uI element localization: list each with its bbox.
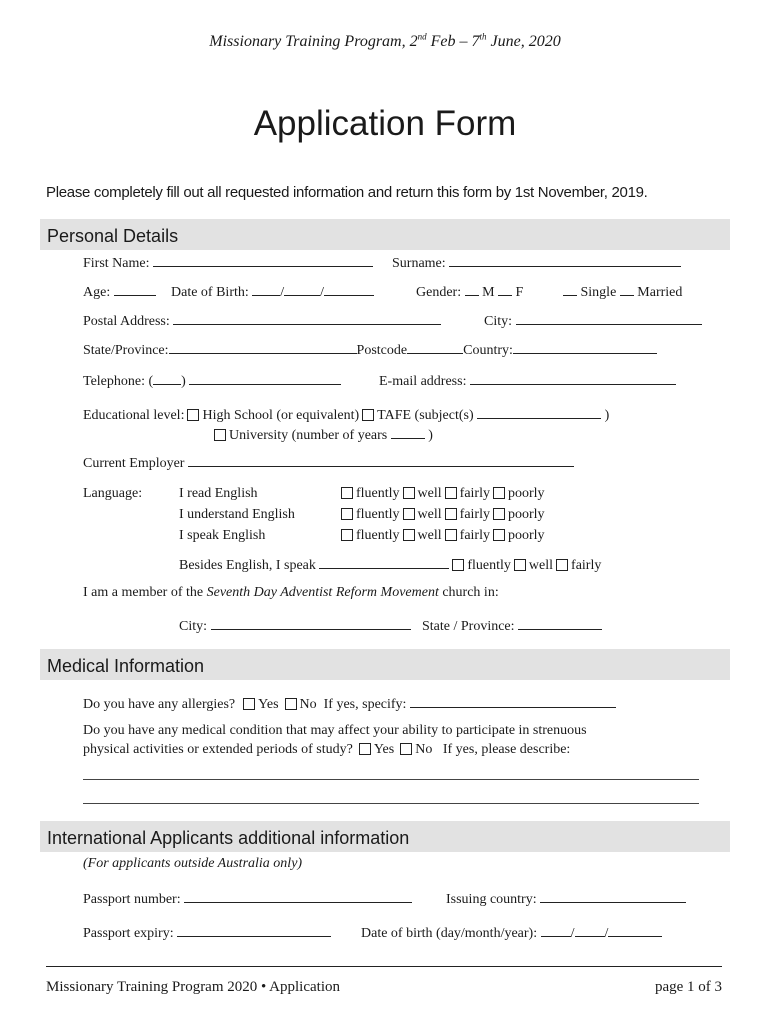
tafe-subject-field[interactable]	[477, 407, 601, 419]
education-row	[83, 407, 609, 423]
allergy-question: Do you have any allergies?	[83, 697, 236, 712]
employer-label: Current Employer	[83, 456, 185, 471]
intl-dob-row: Date of birth (day/month/year): / /	[361, 925, 662, 941]
option-label: poorly	[507, 486, 545, 501]
condition-no-checkbox[interactable]	[400, 743, 412, 755]
postal-row	[83, 313, 441, 329]
church-city-field[interactable]	[211, 618, 411, 630]
option-label: fairly	[459, 507, 490, 522]
single-label: Single	[580, 285, 617, 300]
dob-month-field[interactable]	[284, 284, 320, 296]
gender-label: Gender:	[416, 285, 462, 300]
speak-poorly-checkbox[interactable]	[493, 529, 505, 541]
membership-text: I am a member of the	[83, 585, 207, 600]
gender-f-label: F	[515, 285, 524, 300]
email-field[interactable]	[470, 373, 676, 385]
first-name-field[interactable]	[153, 255, 373, 267]
condition-describe-line-2[interactable]	[83, 803, 699, 804]
yes-label: Yes	[373, 742, 395, 757]
section-personal-details	[40, 219, 730, 250]
speak-well-checkbox[interactable]	[403, 529, 415, 541]
intl-dob-day-field[interactable]	[541, 925, 571, 937]
university-close: )	[428, 428, 433, 443]
speak-fairly-checkbox[interactable]	[445, 529, 457, 541]
university-row	[211, 427, 433, 443]
age-label: Age:	[83, 285, 111, 300]
besides-label: Besides English, I speak	[179, 558, 316, 573]
option-label: fluently	[356, 528, 400, 543]
country-field[interactable]	[513, 342, 657, 354]
lang-row-understand-options	[338, 508, 545, 522]
state-label: State/Province:	[83, 343, 169, 358]
option-label: fluently	[356, 507, 400, 522]
condition-question-line2: physical activities or extended periods of study?	[83, 742, 353, 757]
lang-row-read-options	[338, 487, 545, 501]
option-label: fairly	[459, 528, 490, 543]
passport-number-row	[83, 891, 412, 907]
footer-title: Missionary Training Program 2020 • Application	[46, 979, 341, 995]
city-label: City:	[484, 314, 513, 329]
section-international	[40, 821, 730, 852]
option-label: poorly	[507, 507, 545, 522]
age-row	[83, 284, 156, 300]
employer-row	[83, 455, 574, 471]
church-name: Seventh Day Adventist Reform Movement	[206, 585, 439, 600]
telephone-row	[83, 373, 341, 389]
section-title: Medical Information	[47, 656, 205, 676]
first-name-label: First Name:	[83, 256, 150, 271]
issuing-country-field[interactable]	[540, 891, 686, 903]
speak-fluently-checkbox[interactable]	[341, 529, 353, 541]
lang-row-understand-label: I understand English	[179, 507, 295, 522]
passport-expiry-label: Passport expiry:	[83, 926, 174, 941]
married-label: Married	[637, 285, 683, 300]
state-row	[83, 342, 657, 358]
lang-row-speak-options	[338, 529, 545, 543]
program-header: Missionary Training Program, 2nd Feb – 7th June, 2020	[209, 31, 561, 50]
city-row	[484, 313, 702, 329]
country-label: Country:	[463, 343, 513, 358]
church-city-row	[179, 618, 411, 634]
intro-text: Please completely fill out all requested information and return this form by 1st November, 2019.	[46, 184, 648, 201]
allergy-row	[83, 696, 616, 712]
understand-fairly-checkbox[interactable]	[445, 508, 457, 520]
issuing-country-label: Issuing country:	[446, 892, 537, 907]
option-label: fluently	[467, 558, 511, 573]
church-state-label: State / Province:	[422, 619, 515, 634]
employer-field[interactable]	[188, 455, 574, 467]
no-label: No	[299, 697, 317, 712]
understand-well-checkbox[interactable]	[403, 508, 415, 520]
university-label: University (number of years	[229, 428, 388, 443]
gender-row	[416, 284, 523, 300]
area-code-field[interactable]	[153, 373, 181, 385]
yes-label: Yes	[258, 697, 279, 712]
single-field[interactable]	[563, 284, 577, 296]
issuing-country-row	[446, 891, 686, 907]
surname-row	[392, 255, 681, 271]
option-label: fairly	[459, 486, 490, 501]
surname-label: Surname:	[392, 256, 446, 271]
high-school-label: High School (or equivalent)	[202, 408, 360, 423]
allergy-yes-checkbox[interactable]	[243, 698, 255, 710]
marital-row	[563, 284, 682, 300]
other-well-checkbox[interactable]	[514, 559, 526, 571]
option-label: fairly	[571, 558, 602, 573]
besides-row	[179, 557, 601, 573]
passport-expiry-field[interactable]	[177, 925, 331, 937]
telephone-field[interactable]	[189, 373, 341, 385]
postcode-field[interactable]	[407, 342, 463, 354]
gender-m-label: M	[482, 285, 495, 300]
passport-number-label: Passport number:	[83, 892, 181, 907]
no-label: No	[415, 742, 433, 757]
option-label: well	[528, 558, 554, 573]
email-label: E-mail address:	[379, 374, 467, 389]
city-field[interactable]	[516, 313, 702, 325]
education-label: Educational level:	[83, 408, 185, 423]
dob-row: Date of Birth: / /	[171, 284, 374, 300]
dob-label: Date of Birth:	[171, 285, 249, 300]
condition-describe-label: If yes, please describe:	[442, 742, 571, 757]
condition-describe-line-1[interactable]	[83, 779, 699, 780]
other-fluently-checkbox[interactable]	[452, 559, 464, 571]
section-title: International Applicants additional information	[47, 828, 410, 848]
option-label: well	[417, 507, 442, 522]
condition-yes-checkbox[interactable]	[359, 743, 371, 755]
dob-day-field[interactable]	[252, 284, 280, 296]
option-label: fluently	[356, 486, 400, 501]
intl-dob-label: Date of birth (day/month/year):	[361, 926, 538, 941]
gender-f-field[interactable]	[498, 284, 512, 296]
church-state-row	[422, 618, 602, 634]
option-label: poorly	[507, 528, 545, 543]
university-years-field[interactable]	[391, 427, 425, 439]
page-number: page 1 of 3	[654, 979, 722, 995]
intl-dob-month-field[interactable]	[575, 925, 605, 937]
high-school-checkbox[interactable]	[187, 409, 199, 421]
passport-number-field[interactable]	[184, 891, 412, 903]
tafe-label: TAFE (subject(s)	[377, 408, 474, 423]
dob-year-field[interactable]	[324, 284, 374, 296]
tafe-close: )	[604, 408, 610, 423]
other-language-field[interactable]	[319, 557, 449, 569]
understand-fluently-checkbox[interactable]	[341, 508, 353, 520]
allergy-specify-field[interactable]	[410, 696, 616, 708]
read-fairly-checkbox[interactable]	[445, 487, 457, 499]
section-title: Personal Details	[47, 226, 179, 246]
membership-text-end: church in:	[438, 585, 499, 600]
married-field[interactable]	[620, 284, 634, 296]
passport-expiry-row	[83, 925, 331, 941]
read-poorly-checkbox[interactable]	[493, 487, 505, 499]
postcode-label: Postcode	[356, 343, 408, 358]
language-label: Language:	[83, 486, 143, 501]
tafe-checkbox[interactable]	[362, 409, 374, 421]
age-field[interactable]	[114, 284, 156, 296]
state-field[interactable]	[169, 342, 357, 354]
read-fluently-checkbox[interactable]	[341, 487, 353, 499]
other-fairly-checkbox[interactable]	[556, 559, 568, 571]
lang-row-read-label: I read English	[179, 486, 258, 501]
first-name-row	[83, 255, 373, 271]
telephone-label: Telephone: (	[83, 374, 154, 389]
read-well-checkbox[interactable]	[403, 487, 415, 499]
postal-field[interactable]	[173, 313, 441, 325]
page-title: Application Form	[253, 104, 517, 143]
international-note: (For applicants outside Australia only)	[83, 856, 303, 871]
email-row	[379, 373, 676, 389]
allergy-no-checkbox[interactable]	[285, 698, 297, 710]
university-checkbox[interactable]	[214, 429, 226, 441]
surname-field[interactable]	[449, 255, 681, 267]
gender-m-field[interactable]	[465, 284, 479, 296]
condition-question-line1: Do you have any medical condition that may affect your ability to participate in strenuous	[83, 723, 587, 738]
option-label: well	[417, 528, 442, 543]
postal-label: Postal Address:	[83, 314, 170, 329]
section-medical-information	[40, 649, 730, 680]
allergy-specify-label: If yes, specify:	[323, 697, 407, 712]
condition-row	[83, 743, 570, 757]
membership-row	[83, 586, 499, 600]
option-label: well	[417, 486, 442, 501]
footer-rule	[46, 966, 722, 967]
intl-dob-year-field[interactable]	[608, 925, 662, 937]
telephone-close: )	[181, 374, 186, 389]
lang-row-speak-label: I speak English	[179, 528, 266, 543]
church-city-label: City:	[179, 619, 208, 634]
church-state-field[interactable]	[518, 618, 602, 630]
understand-poorly-checkbox[interactable]	[493, 508, 505, 520]
